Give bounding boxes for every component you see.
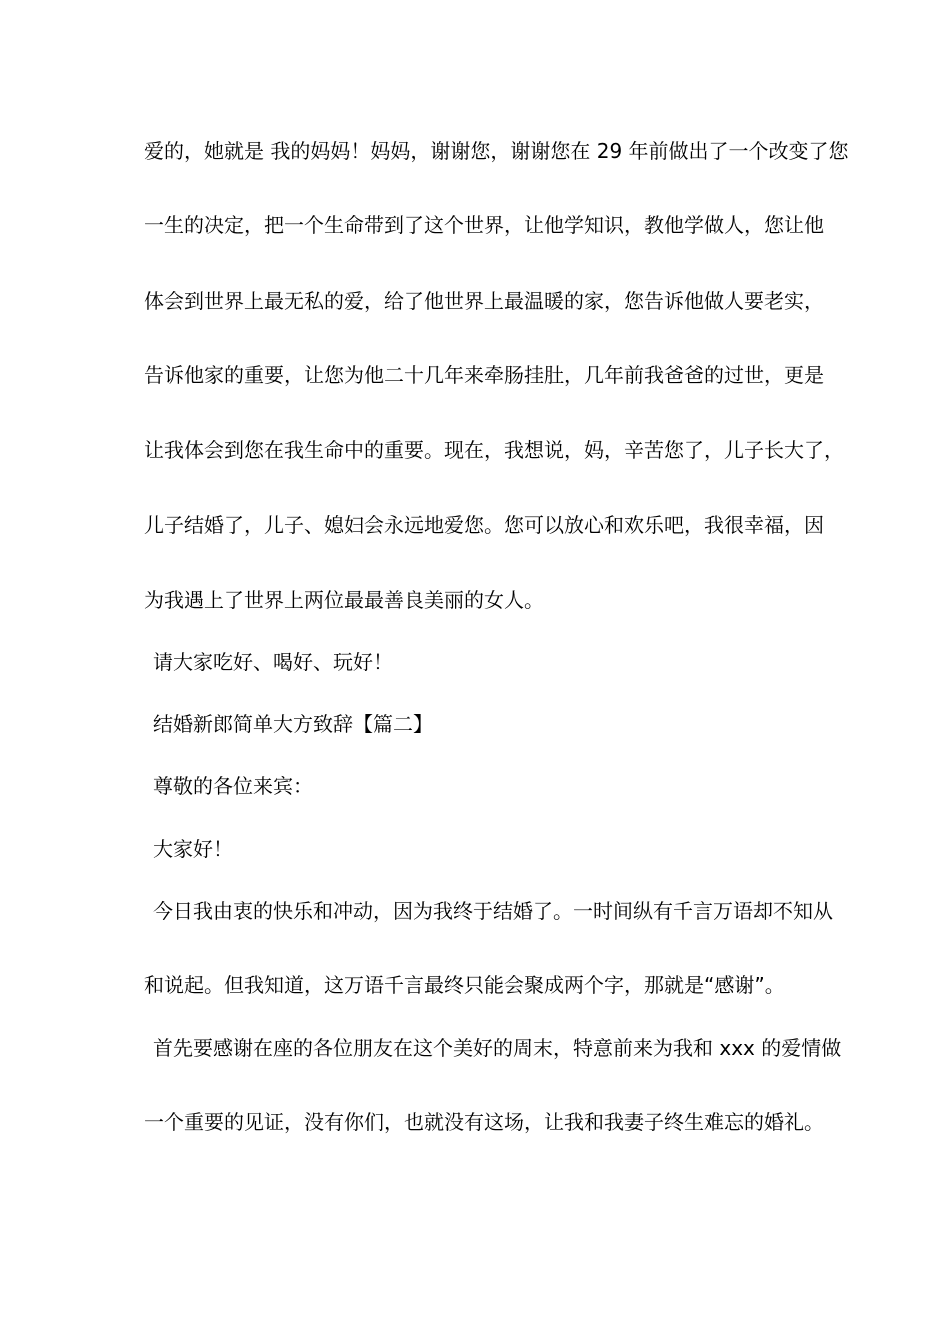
- paragraph-line: 一个重要的见证，没有你们，也就没有这场，让我和我妻子终生难忘的婚礼。: [144, 1110, 824, 1134]
- paragraph-line: 儿子结婚了，儿子、媳妇会永远地爱您。您可以放心和欢乐吧，我很幸福，因: [144, 513, 824, 537]
- paragraph-line: 和说起。但我知道，这万语千言最终只能会聚成两个字，那就是“感谢”。: [144, 973, 785, 997]
- paragraph-line: 今日我由衷的快乐和冲动，因为我终于结婚了。一时间纵有千言万语却不知从: [153, 899, 833, 923]
- paragraph-line: 体会到世界上最无私的爱，给了他世界上最温暖的家，您告诉他做人要老实，: [144, 289, 824, 313]
- paragraph-line: 让我体会到您在我生命中的重要。现在，我想说，妈，辛苦您了，儿子长大了，: [144, 438, 844, 462]
- section-heading: 结婚新郎简单大方致辞【篇二】: [153, 712, 433, 736]
- salutation: 尊敬的各位来宾：: [153, 774, 313, 798]
- paragraph-line: 爱的，她就是 我的妈妈！妈妈，谢谢您，谢谢您在 29 年前做出了一个改变了您: [144, 139, 849, 163]
- paragraph-line: 告诉他家的重要，让您为他二十几年来牵肠挂肚，几年前我爸爸的过世，更是: [144, 363, 824, 387]
- greeting: 大家好！: [153, 837, 233, 861]
- paragraph-line: 首先要感谢在座的各位朋友在这个美好的周末，特意前来为我和 xxx 的爱情做: [153, 1036, 842, 1060]
- paragraph-line: 一生的决定，把一个生命带到了这个世界，让他学知识，教他学做人，您让他: [144, 213, 824, 237]
- paragraph-line: 请大家吃好、喝好、玩好！: [153, 650, 393, 674]
- paragraph-line: 为我遇上了世界上两位最最善良美丽的女人。: [144, 588, 544, 612]
